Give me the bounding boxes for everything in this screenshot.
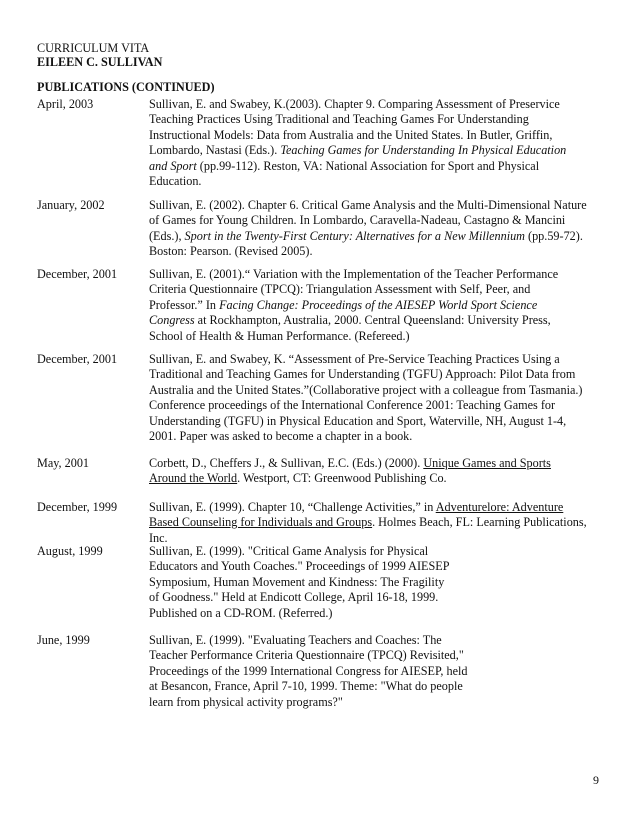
citation-line [149,606,609,621]
citation-line [149,500,609,515]
citation-line [149,456,609,471]
publication-citation [149,267,609,344]
citation-line [149,414,609,429]
underlined-title: Unique Games and Sports [423,456,551,470]
citation-text: Teaching Practices Using Traditional and Teaching Games For Understanding [149,112,529,127]
publication-date: January, 2002 [37,198,105,212]
citation-line [149,282,609,297]
citation-line [149,128,609,143]
section-heading: PUBLICATIONS (CONTINUED) [37,80,215,94]
citation-line [149,429,609,444]
citation-text: Proceedings of the 1999 International Congress for AIESEP, held [149,663,468,678]
citation-line [149,313,609,328]
citation-text: . Westport, CT: Greenwood Publishing Co. [237,471,447,486]
citation-line [149,664,609,679]
citation-text: at Rockhampton, Australia, 2000. Central Queensland: University Press, [194,313,551,328]
citation-text: Boston: Pearson. (Revised 2005). [149,244,313,259]
italic-title: Congress [149,313,195,328]
publication-citation [149,633,609,710]
italic-title: Teaching Games for Understanding In Physical Education [280,143,567,158]
citation-text: Traditional and Teaching Games for Understanding (TGFU) Approach: Pilot Data from [149,367,576,382]
citation-text: Sullivan, E. (1999). "Critical Game Analysis for Physical [149,544,429,558]
citation-text: . Holmes Beach, FL: Learning Publications, [372,515,587,530]
citation-line [149,679,609,694]
citation-line [149,633,609,648]
publication-date: December, 1999 [37,500,118,514]
citation-text: Instructional Models: Data from Australia and the United States. In Butler, Griffin, [149,127,553,142]
citation-text: Sullivan, E. and Swabey, K.(2003). Chapter 9. Comparing Assessment of Preservice [149,97,560,111]
citation-text: Understanding (TGFU) in Physical Education and Sport, Waterville, NH, August 1-4, [149,413,567,428]
citation-text: Sullivan, E. (1999). Chapter 10, “Challenge Activities,” in [149,500,436,514]
citation-text: Inc. [149,530,168,545]
citation-line [149,367,609,382]
citation-text: 2001. Paper was asked to become a chapter in a book. [149,429,413,444]
publication-citation [149,456,609,487]
italic-title: and Sport [149,158,197,173]
citation-text: of Games for Young Children. In Lombardo, Caravella-Nadeau, Castagno & Mancini [149,213,566,228]
citation-text: of Goodness." Held at Endicott College, April 16-18, 1999. [149,590,439,605]
citation-text: Sullivan, E. (2001).“ Variation with the Implementation of the Teacher Performance [149,267,559,281]
document-title: CURRICULUM VITA [37,41,150,55]
citation-line [149,515,609,530]
citation-line [149,398,609,413]
citation-line [149,143,609,158]
citation-line [149,112,609,127]
citation-text: Published on a CD-ROM. (Referred.) [149,605,333,620]
citation-text: learn from physical activity programs?" [149,694,343,709]
publication-date: June, 1999 [37,633,90,647]
citation-text: (Eds.), [149,228,185,243]
citation-line [149,352,609,367]
publication-date: August, 1999 [37,544,103,558]
citation-text: Criteria Questionnaire (TPCQ): Triangulation Assessment with Self, Peer, and [149,282,531,297]
citation-line [149,559,609,574]
citation-line [149,267,609,282]
citation-text: Education. [149,174,202,189]
page-number: 9 [593,773,599,787]
italic-title: Facing Change: Proceedings of the AIESEP World Sport Science [219,297,538,312]
publication-citation [149,544,609,621]
citation-text: Conference proceedings of the International Conference 2001: Teaching Games for [149,398,556,413]
underlined-title: Around the World [149,471,238,486]
citation-text: Australia and the United States.”(Collaborative project with a colleague from Tasmania.) [149,382,583,397]
citation-line [149,648,609,663]
citation-line [149,471,609,486]
citation-text: at Besancon, France, April 7-10, 1999. Theme: "What do people [149,679,463,694]
citation-line [149,244,609,259]
citation-text: School of Health & Human Performance. (Refereed.) [149,328,410,343]
citation-text: Symposium, Human Movement and Kindness: The Fragility [149,574,445,589]
citation-text: Sullivan, E. (2002). Chapter 6. Critical Game Analysis and the Multi-Dimensional Nature [149,198,587,212]
italic-title: Sport in the Twenty-First Century: Alternatives for a New Millennium [184,228,525,243]
citation-line [149,590,609,605]
citation-text: Educators and Youth Coaches." Proceedings of 1999 AIESEP [149,559,450,574]
citation-line [149,174,609,189]
publication-date: December, 2001 [37,267,118,281]
citation-text: Corbett, D., Cheffers J., & Sullivan, E.C. (Eds.) (2000). [149,456,424,470]
publication-citation [149,198,609,260]
citation-text: Sullivan, E. (1999). "Evaluating Teachers and Coaches: The [149,633,442,647]
citation-line [149,213,609,228]
underlined-title: Based Counseling for Individuals and Groups [149,515,373,530]
citation-text: Teacher Performance Criteria Questionnaire (TPCQ) Revisited," [149,648,464,663]
publication-date: December, 2001 [37,352,118,366]
publication-citation [149,352,609,444]
citation-text: Lombardo, Nastasi (Eds.). [149,143,281,158]
publication-citation [149,500,609,546]
publication-date: May, 2001 [37,456,90,470]
citation-line [149,383,609,398]
citation-line [149,298,609,313]
author-name: EILEEN C. SULLIVAN [37,55,163,69]
citation-text: (pp.59-72). [524,228,583,243]
citation-line [149,575,609,590]
underlined-title: Adventurelore: Adventure [435,500,564,514]
citation-text: (pp.99-112). Reston, VA: National Association for Sport and Physical [196,158,540,173]
citation-line [149,159,609,174]
citation-line [149,329,609,344]
citation-line [149,97,609,112]
publication-date: April, 2003 [37,97,94,111]
citation-line [149,544,609,559]
publication-citation [149,97,609,189]
citation-text: Professor.” In [149,297,220,312]
citation-line [149,229,609,244]
citation-line [149,198,609,213]
citation-text: Sullivan, E. and Swabey, K. “Assessment of Pre-Service Teaching Practices Using a [149,352,560,366]
citation-line [149,695,609,710]
